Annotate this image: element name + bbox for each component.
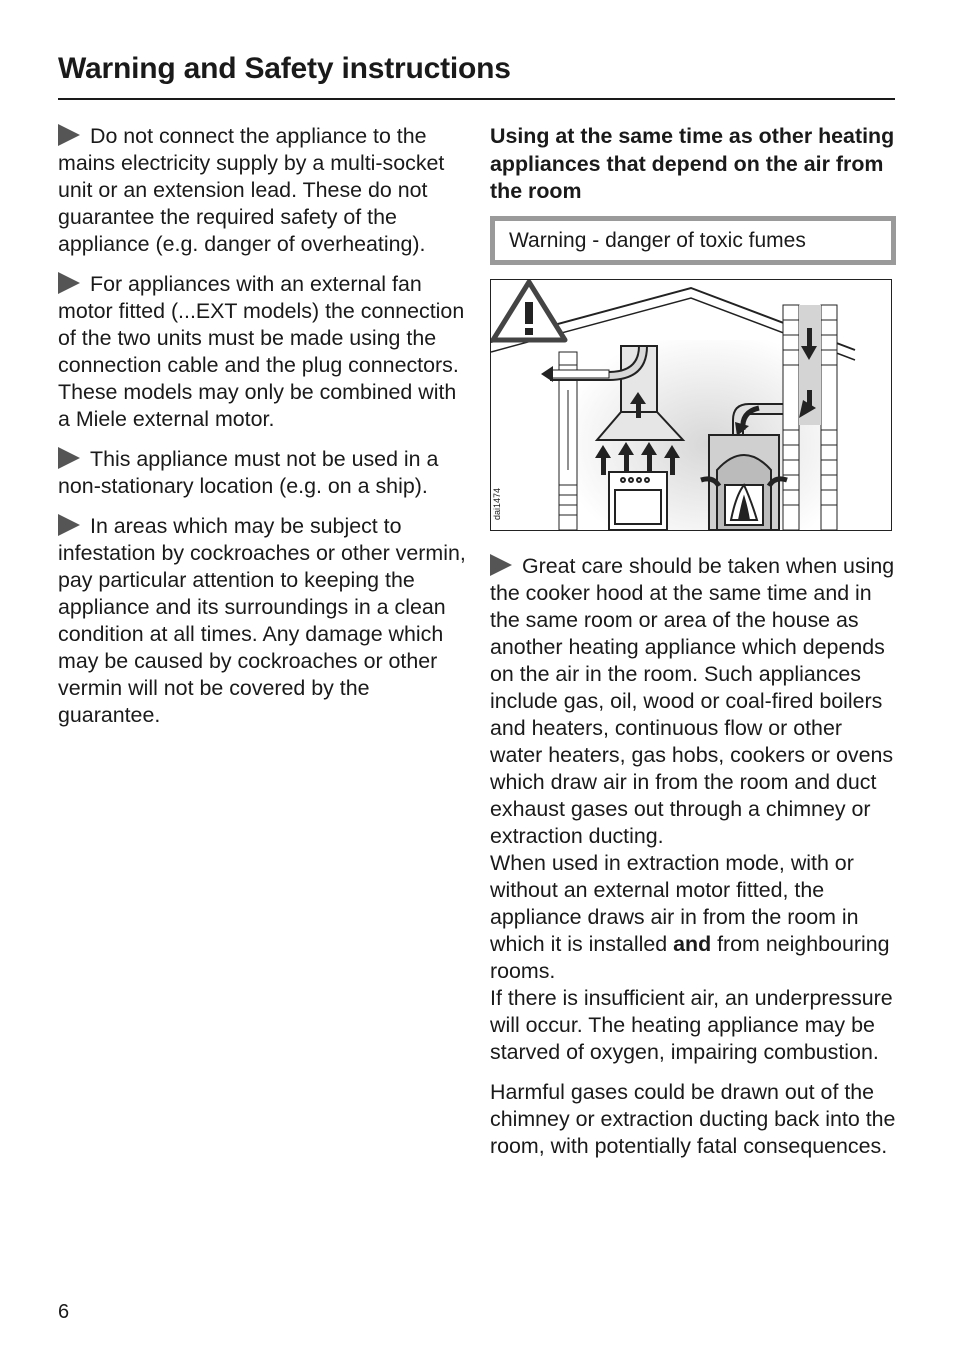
bullet-triangle-icon: [58, 124, 80, 146]
page-number: 6: [58, 1301, 70, 1323]
right-column: [490, 123, 896, 1173]
warning-triangle-icon: [493, 282, 565, 340]
safety-item: In areas which may be subject to infestation by cockroaches or other vermin, pay particular attention to keeping the appliance and its surroundings in a clean condition at all times. Any damage which may be caused by cockroaches or other vermin will not be covered by the guarantee.: [58, 514, 466, 727]
warning-box: Warning - danger of toxic fumes: [490, 216, 896, 265]
section-heading: Using at the same time as other heating appliances that depend on the air from the room: [490, 124, 895, 203]
safety-item: For appliances with an external fan motor fitted (...EXT models) the connection of the two units must be made using the connection cable and the plug connectors. These models may only be combined with a Miele external motor.: [58, 272, 465, 431]
title-rule: [58, 98, 895, 100]
bullet-triangle-icon: [490, 554, 512, 576]
body-paragraph: Harmful gases could be drawn out of the chimney or extraction ducting back into the room, with potentially fatal consequences.: [490, 1079, 896, 1158]
bullet-triangle-icon: [58, 514, 80, 536]
toxic-fumes-illustration: [490, 279, 892, 531]
page-title: Warning and Safety instructions: [58, 52, 511, 85]
cooker: [609, 472, 667, 530]
safety-item: This appliance must not be used in a non-stationary location (e.g. on a ship).: [58, 447, 439, 498]
figure-code: dai1474: [492, 487, 502, 520]
bullet-triangle-icon: [58, 272, 80, 294]
left-column: [58, 123, 468, 742]
safety-item: Great care should be taken when using the cooker hood at the same time and in the same room or area of the house as another heating appliance which depends on the air in the room. Such appliances include gas, oil, wood or coal-fired boilers and heaters, continuous flow or other water heaters, gas hobs, cookers or ovens which draw air in from the room and duct exhaust gases out through a chimney or extraction ducting. When used in extraction mode, with or without an external motor fitted, the appliance draws air in from the room in which it is installed and from neighbouring rooms. If there is insufficient air, an underpressure will occur. The heating appliance may be starved of oxygen, impairing combustion.: [490, 553, 895, 1064]
bullet-triangle-icon: [58, 447, 80, 469]
safety-item: Do not connect the appliance to the mains electricity supply by a multi-socket unit or an extension lead. These do not guarantee the required safety of the appliance (e.g. danger of overheating).: [58, 124, 445, 256]
